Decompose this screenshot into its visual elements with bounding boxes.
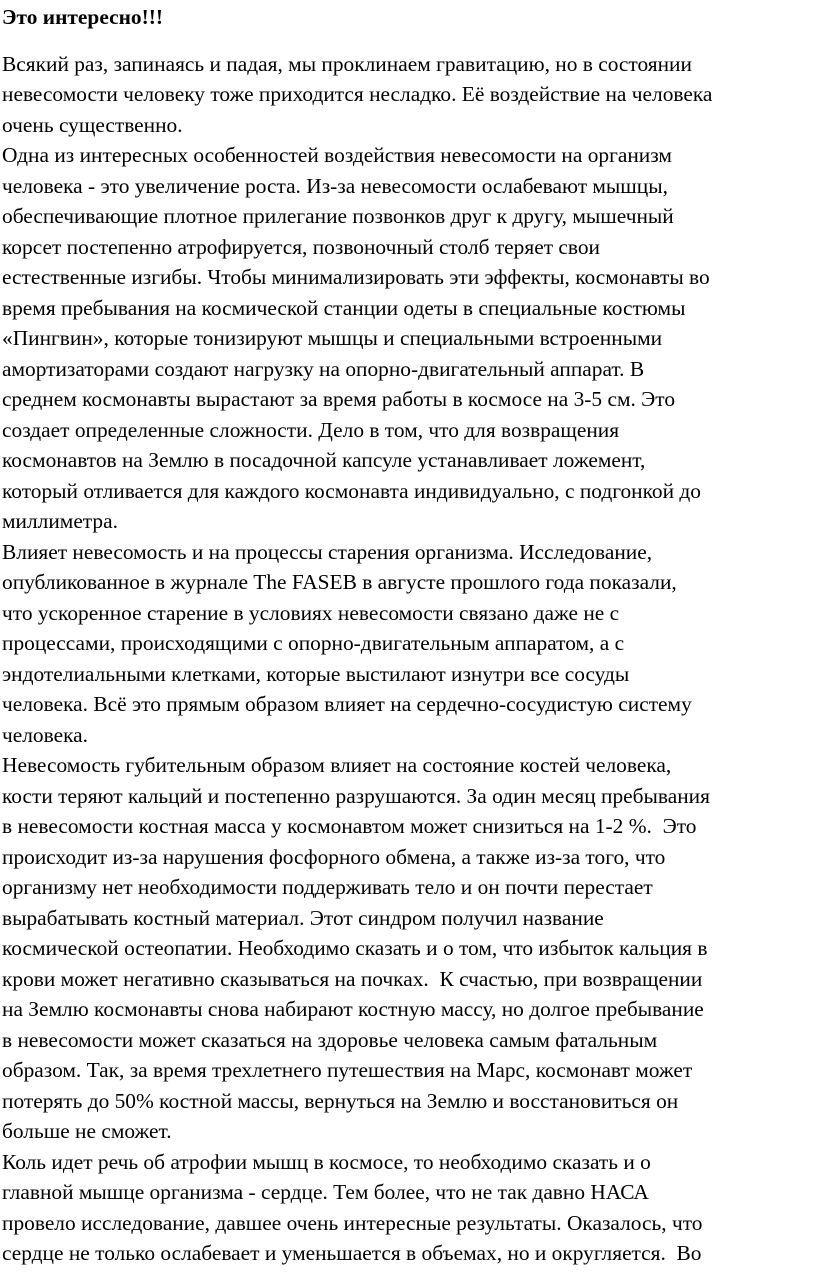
text-line: опубликованное в журнале The FASEB в августе прошлого года показали, xyxy=(2,570,677,594)
text-line: который отливается для каждого космонавта индивидуально, с подгонкой до xyxy=(2,478,701,503)
text-line: очень существенно. xyxy=(2,112,183,137)
text-line: человека - это увеличение роста. Из-за невесомости ослабевают мышцы, xyxy=(2,173,668,198)
text-line: человека. xyxy=(2,722,89,747)
document-title: Это интересно!!! xyxy=(2,5,163,29)
text-line: космонавтов на Землю в посадочной капсуле устанавливает ложемент, xyxy=(2,448,646,472)
text-line: потерять до 50% костной массы, вернуться на Землю и восстановиться он xyxy=(2,1088,679,1113)
text-line: что ускоренное старение в условиях невесомости связано даже не с xyxy=(2,600,620,625)
paragraph xyxy=(2,750,814,1147)
paragraph xyxy=(2,1147,814,1269)
text-line: в невесомости может сказаться на здоровье человека самым фатальным xyxy=(2,1027,658,1052)
text-line: миллиметра. xyxy=(2,509,118,533)
paragraph xyxy=(2,49,814,141)
text-line: происходит из-за нарушения фосфорного обмена, а также из-за того, что xyxy=(2,844,666,869)
text-line: амортизаторами создают нагрузку на опорно-двигательный аппарат. В xyxy=(2,356,645,381)
text-line: человека. Всё это прямым образом влияет на сердечно-сосудистую систему xyxy=(2,692,692,716)
paragraph xyxy=(2,140,814,537)
text-line: Влияет невесомость и на процессы старения организма. Исследование, xyxy=(2,539,653,564)
text-line: Всякий раз, запинаясь и падая, мы проклинаем гравитацию, но в состоянии xyxy=(2,51,692,76)
text-line: крови может негативно сказываться на почках. К счастью, при возвращении xyxy=(2,966,703,991)
text-line: время пребывания на космической станции одеты в специальные костюмы xyxy=(2,295,686,320)
text-line: корсет постепенно атрофируется, позвоночный столб теряет свои xyxy=(2,234,600,259)
text-line: сердце не только ослабевает и уменьшается в объемах, но и округляется. Во xyxy=(2,1241,702,1265)
text-line: Невесомость губительным образом влияет на состояние костей человека, xyxy=(2,753,672,777)
text-line: «Пингвин», которые тонизируют мышцы и специальными встроенными xyxy=(2,326,663,350)
text-line: организму нет необходимости поддерживать тело и он почти перестает xyxy=(2,875,653,899)
text-line: среднем космонавты вырастают за время работы в космосе на 3-5 см. Это xyxy=(2,387,676,411)
text-line: провело исследование, давшее очень интересные результаты. Оказалось, что xyxy=(2,1210,703,1235)
text-line: невесомости человеку тоже приходится несладко. Её воздействие на человека xyxy=(2,82,713,106)
text-line: больше не сможет. xyxy=(2,1119,172,1143)
document-body xyxy=(2,49,814,1269)
text-line: кости теряют кальций и постепенно разрушаются. За один месяц пребывания xyxy=(2,783,710,808)
text-line: эндотелиальными клетками, которые выстилают изнутри все сосуды xyxy=(2,661,630,686)
text-line: Одна из интересных особенностей воздействия невесомости на организм xyxy=(2,143,672,167)
text-line: обеспечивающие плотное прилегание позвонков друг к другу, мышечный xyxy=(2,204,674,228)
text-line: на Землю космонавты снова набирают костную массу, но долгое пребывание xyxy=(2,997,704,1021)
text-line: вырабатывать костный материал. Этот синдром получил название xyxy=(2,905,604,930)
text-line: образом. Так, за время трехлетнего путешествия на Марс, космонавт может xyxy=(2,1058,693,1082)
text-line: процессами, происходящими с опорно-двигательным аппаратом, а с xyxy=(2,631,625,655)
title-spacer xyxy=(2,33,814,49)
text-line: создает определенные сложности. Дело в том, что для возвращения xyxy=(2,417,620,442)
paragraph xyxy=(2,537,814,751)
text-line: Коль идет речь об атрофии мышц в космосе, то необходимо сказать и о xyxy=(2,1149,651,1174)
text-line: главной мышце организма - сердце. Тем более, что не так давно НАСА xyxy=(2,1180,649,1204)
text-line: естественные изгибы. Чтобы минимализировать эти эффекты, космонавты во xyxy=(2,265,710,289)
text-line: космической остеопатии. Необходимо сказать и о том, что избыток кальция в xyxy=(2,936,708,960)
text-line: в невесомости костная масса у космонавтом может снизиться на 1-2 %. Это xyxy=(2,814,697,838)
